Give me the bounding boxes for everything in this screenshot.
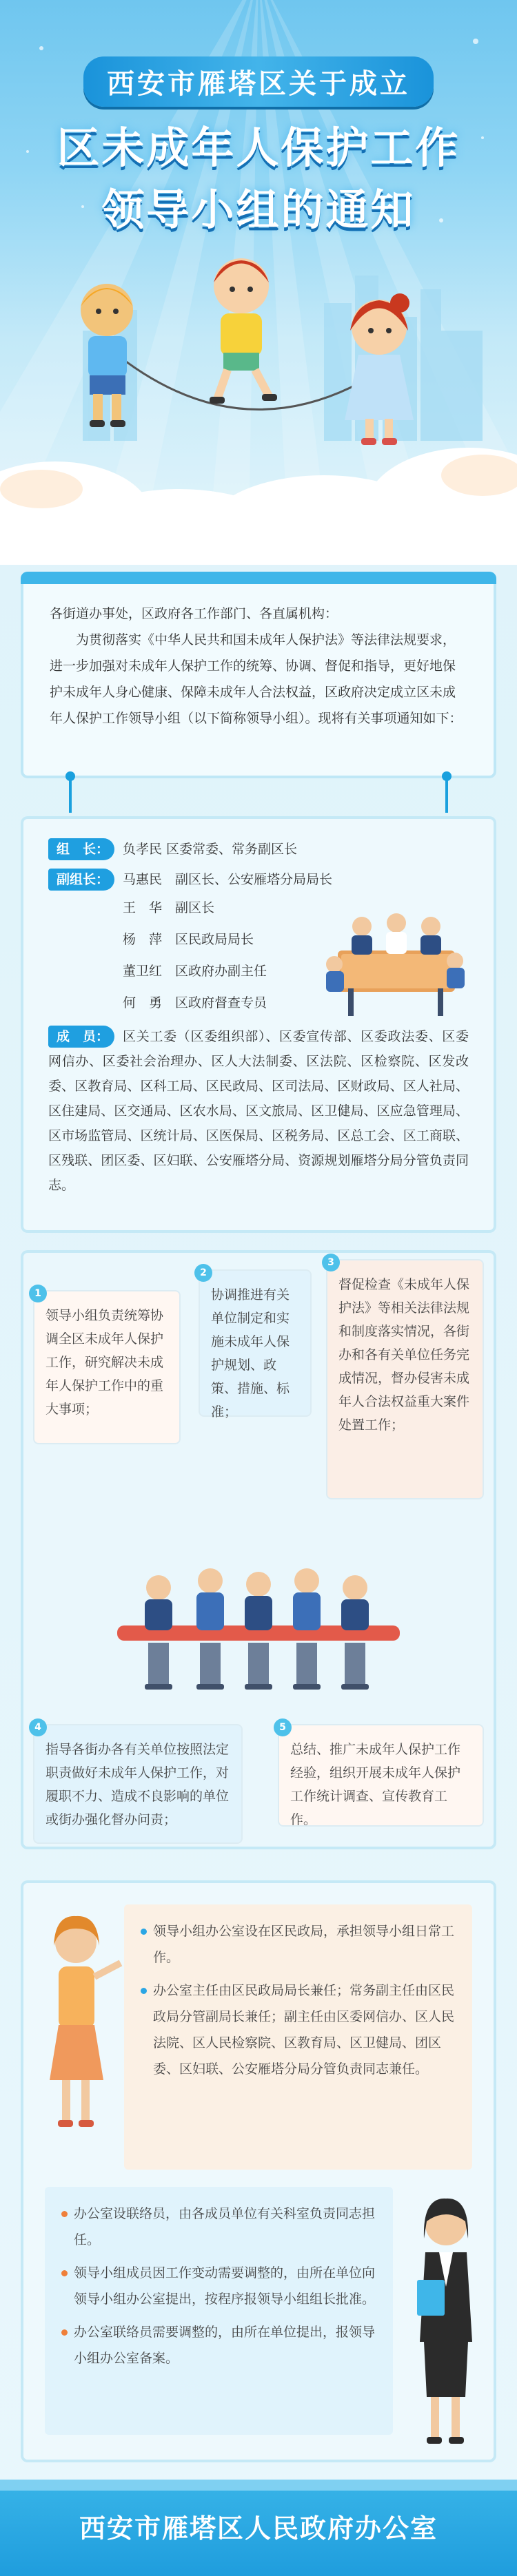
deputy-5: 何 勇 区政府督查专员	[123, 995, 267, 1010]
deputy-3: 杨 萍 区民政局局长	[123, 932, 254, 947]
duty-item-4: 4 指导各街办各有关单位按照法定职责做好未成年人保护工作，对履职不力、造成不良影响的单位或街办强化督办问责；	[34, 1725, 241, 1842]
duties-card	[21, 1250, 496, 1849]
connector-pin-right	[442, 771, 452, 813]
hero-banner	[0, 0, 517, 565]
liaison-info-2: 领导小组成员因工作变动需要调整的，由所在单位向领导小组办公室提出，按程序报领导小组组长批准。	[60, 2260, 378, 2312]
duty-number-1: 1	[29, 1285, 47, 1302]
duty-number-5: 5	[274, 1718, 292, 1736]
duty-number-2: 2	[194, 1264, 212, 1282]
salutation: 各街道办事处，区政府各工作部门、各直属机构：	[50, 606, 338, 621]
woman-with-folder-illustration	[396, 2190, 496, 2452]
members-card	[21, 816, 496, 1233]
deputy-2: 王 华 副区长	[123, 900, 215, 915]
intro-body: 为贯彻落实《中华人民共和国未成年人保护法》等法律法规要求，进一步加强对未成年人保护工作的统筹、协调、督促和指导，更好地保护未成年人身心健康、保障未成年人合法权益，区政府决定成立区未成年人保护工作领导小组（以下简称领导小组）。现将有关事项通知如下：	[50, 632, 463, 726]
duty-item-3: 3 督促检查《未成年人保护法》等相关法律法规和制度落实情况，各街办和各有关单位任务完成情况，督办侵害未成年人合法权益重大案件处置工作；	[327, 1260, 483, 1498]
office-info-box	[124, 1904, 472, 2170]
liaison-info-3: 办公室联络员需要调整的，由所在单位提出，报领导小组办公室备案。	[60, 2319, 378, 2371]
liaison-info-1: 办公室设联络员，由各成员单位有关科室负责同志担任。	[60, 2201, 378, 2253]
leader-text: 负孝民 区委常委、常务副区长	[123, 842, 298, 857]
deputy-tag: 副组长：	[48, 869, 114, 891]
liaison-info-box	[45, 2187, 393, 2435]
woman-presenter-illustration	[28, 1908, 128, 2135]
duty-item-5: 5 总结、推广未成年人保护工作经验，组织开展未成年人保护工作统计调查、宣传教育工作。	[279, 1725, 483, 1825]
member-tag: 成 员：	[48, 1026, 114, 1048]
meeting-illustration	[110, 1557, 407, 1701]
duty-number-4: 4	[29, 1718, 47, 1736]
member-list: 区关工委（区委组织部）、区委宣传部、区委政法委、区委网信办、区委社会治理办、区人大法制委、区法院、区检察院、区发改委、区教育局、区科工局、区民政局、区司法局、区财政局、区人社局、区住建局、区交通局、区农水局、区文旅局、区卫健局、区应急管理局、区市场监管局、区统计局、区医保局、区税务局、区总工会、区工商联、区残联、团区委、区妇联、公安雁塔分局、资源规划雁塔分局分管负责同志。	[48, 1029, 469, 1193]
issuer-name: 西安市雁塔区人民政府办公室	[79, 2513, 438, 2544]
intro-top-bar	[21, 572, 496, 584]
connector-pin-left	[65, 771, 75, 813]
footer-banner	[0, 2480, 517, 2576]
clouds-illustration	[0, 413, 517, 565]
meeting-table-illustration	[324, 895, 469, 1023]
title-line-2: 区未成年人保护工作	[57, 123, 460, 173]
deputy-1: 马惠民 副区长、公安雁塔分局局长	[123, 872, 333, 887]
office-info-2: 办公室主任由区民政局局长兼任；常务副主任由区民政局分管副局长兼任；副主任由区委网信办、区人民法院、区人民检察院、区教育局、区卫健局、团区委、区妇联、公安雁塔分局分管负责同志兼任。	[139, 1977, 457, 2082]
title-line-1: 西安市雁塔区关于成立	[0, 56, 517, 107]
member-row	[48, 1024, 469, 1198]
duty-item-1: 1 领导小组负责统筹协调全区未成年人保护工作，研究解决未成年人保护工作中的重大事项；	[34, 1291, 179, 1443]
deputy-4: 董卫红 区政府办副主任	[123, 964, 267, 979]
intro-card	[21, 572, 496, 778]
leader-tag: 组 长：	[48, 838, 114, 860]
leader-row	[48, 837, 469, 862]
office-info-1: 领导小组办公室设在区民政局，承担领导小组日常工作。	[139, 1918, 457, 1971]
duty-item-2: 2 协调推进有关单位制定和实施未成年人保护规划、政策、措施、标准；	[200, 1271, 310, 1415]
title-line-3: 领导小组的通知	[101, 185, 416, 235]
office-card	[21, 1880, 496, 2462]
duty-number-3: 3	[322, 1254, 340, 1271]
